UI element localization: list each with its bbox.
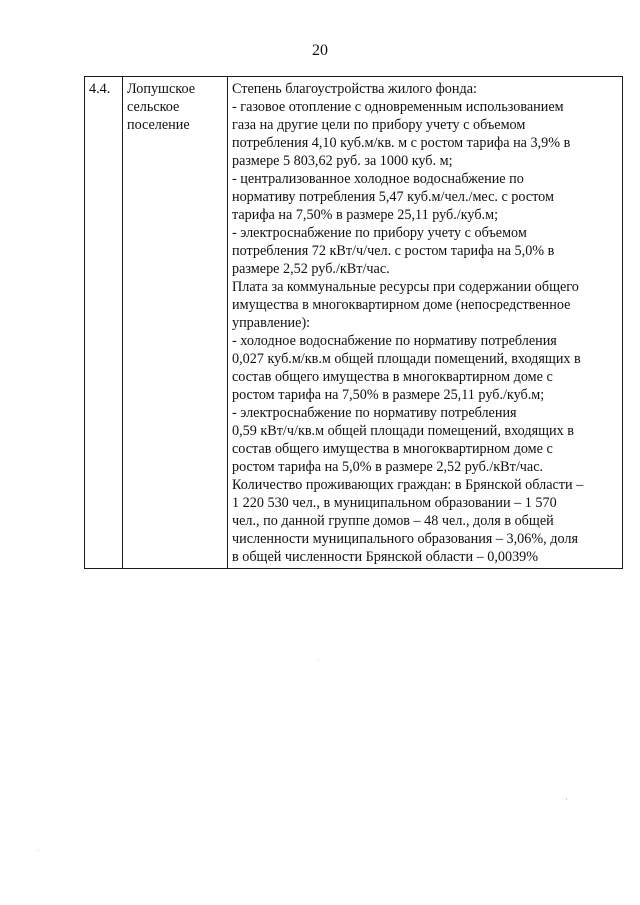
tariff-table: [84, 76, 623, 569]
settlement-name-line: Лопушское: [127, 81, 196, 97]
description-line: - газовое отопление с одновременным использованием: [232, 99, 564, 115]
description-line: чел., по данной группе домов – 48 чел., доля в общей: [232, 513, 554, 529]
description-line: в общей численности Брянской области – 0,0039%: [232, 549, 539, 565]
settlement-name-line: сельское: [127, 99, 180, 115]
row-number: 4.4.: [89, 81, 111, 97]
description-line: газа на другие цели по прибору учету с объемом: [232, 117, 526, 133]
scan-mark: [38, 850, 39, 851]
table-row: [85, 77, 623, 569]
description-line: - электроснабжение по нормативу потребления: [232, 405, 517, 421]
description-line: тарифа на 7,50% в размере 25,11 руб./куб.м;: [232, 207, 499, 223]
description-line: состав общего имущества в многоквартирном доме с: [232, 441, 553, 457]
row-number-cell: [85, 77, 123, 569]
description-line: управление):: [232, 315, 311, 331]
description-line: потребления 72 кВт/ч/чел. с ростом тарифа на 5,0% в: [232, 243, 555, 259]
description-cell: [228, 77, 623, 569]
settlement-name-cell: [123, 77, 228, 569]
scan-mark: [318, 660, 319, 661]
description-line: Степень благоустройства жилого фонда:: [232, 81, 477, 97]
description-line: - централизованное холодное водоснабжение по: [232, 171, 524, 187]
description-line: 1 220 530 чел., в муниципальном образовании – 1 570: [232, 495, 557, 511]
description-line: 0,59 кВт/ч/кв.м общей площади помещений, входящих в: [232, 423, 574, 439]
description-line: ростом тарифа на 5,0% в размере 2,52 руб./кВт/час.: [232, 459, 544, 475]
description-line: Плата за коммунальные ресурсы при содержании общего: [232, 279, 579, 295]
description-line: - электроснабжение по прибору учету с объемом: [232, 225, 527, 241]
description-line: - холодное водоснабжение по нормативу потребления: [232, 333, 557, 349]
description-line: размере 2,52 руб./кВт/час.: [232, 261, 390, 277]
description-line: имущества в многоквартирном доме (непосредственное: [232, 297, 571, 313]
description-line: ростом тарифа на 7,50% в размере 25,11 руб./куб.м;: [232, 387, 545, 403]
settlement-name-line: поселение: [127, 117, 190, 133]
description-line: 0,027 куб.м/кв.м общей площади помещений, входящих в: [232, 351, 581, 367]
description-line: потребления 4,10 куб.м/кв. м с ростом тарифа на 3,9% в: [232, 135, 571, 151]
page-number: 20: [312, 42, 328, 59]
description-line: состав общего имущества в многоквартирном доме с: [232, 369, 553, 385]
description-line: Количество проживающих граждан: в Брянской области –: [232, 477, 584, 493]
description-line: нормативу потребления 5,47 куб.м/чел./мес. с ростом: [232, 189, 554, 205]
scan-mark: [566, 798, 567, 800]
description-line: численности муниципального образования – 3,06%, доля: [232, 531, 578, 547]
description-line: размере 5 803,62 руб. за 1000 куб. м;: [232, 153, 453, 169]
